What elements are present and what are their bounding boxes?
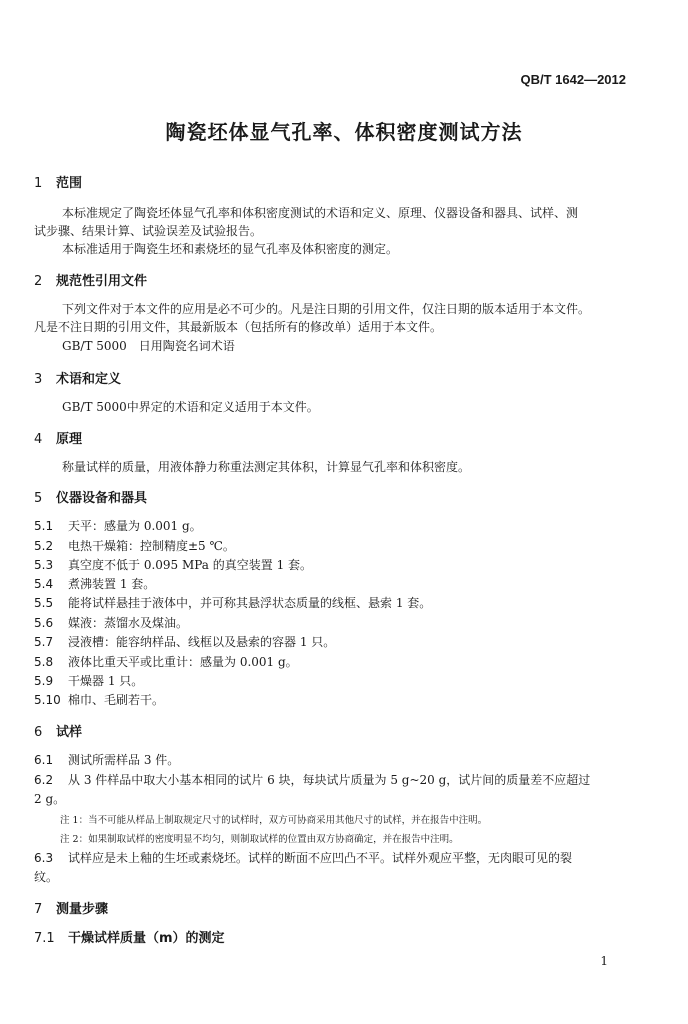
item-number: 5.8 bbox=[34, 655, 54, 669]
list-item bbox=[34, 672, 143, 689]
section-title: 范围 bbox=[56, 176, 83, 191]
item-text: 测试所需样品 3 件。 bbox=[68, 753, 180, 767]
page-number: 1 bbox=[600, 954, 608, 968]
list-item bbox=[34, 517, 202, 534]
section-2-reference: GB/T 5000 日用陶瓷名词术语 bbox=[62, 339, 235, 353]
item-number: 5.1 bbox=[34, 519, 54, 533]
section-number: 7 bbox=[34, 902, 43, 917]
item-text: 煮沸装置 1 套。 bbox=[68, 577, 156, 591]
item-text: 试样应是未上釉的生坯或素烧坯。试样的断面不应凹凸不平。试样外观应平整，无肉眼可见的裂 bbox=[68, 851, 573, 865]
item-number: 6.3 bbox=[34, 851, 54, 865]
item-text: 电热干燥箱：控制精度±5 ℃。 bbox=[68, 539, 235, 553]
section-title: 原理 bbox=[56, 432, 83, 447]
item-text: 棉巾、毛刷若干。 bbox=[68, 693, 165, 707]
section-2-paragraph-1: 下列文件对于本文件的应用是必不可少的。凡是注日期的引用文件，仅注日期的版本适用于本文件。 bbox=[62, 302, 591, 316]
note-1: 注 1：当不可能从样品上制取规定尺寸的试样时，双方可协商采用其他尺寸的试样，并在报告中注明。 bbox=[60, 815, 488, 826]
item-text: 浸液槽：能容纳样品、线框以及悬索的容器 1 只。 bbox=[68, 635, 336, 649]
section-5-heading bbox=[34, 487, 147, 506]
item-number: 6.2 bbox=[34, 773, 54, 787]
section-3-paragraph: GB/T 5000中界定的术语和定义适用于本文件。 bbox=[62, 400, 319, 414]
section-4-heading bbox=[34, 428, 82, 447]
item-number: 5.4 bbox=[34, 577, 54, 591]
item-text-cont: 纹。 bbox=[34, 870, 59, 884]
subsection-title: 干燥试样质量（m）的测定 bbox=[68, 931, 225, 946]
section-title: 规范性引用文件 bbox=[56, 274, 148, 289]
subsection-number: 7.1 bbox=[34, 931, 55, 946]
item-text: 液体比重天平或比重计：感量为 0.001 g。 bbox=[68, 655, 298, 669]
item-number: 5.3 bbox=[34, 558, 54, 572]
list-item bbox=[34, 691, 164, 708]
item-text: 媒液：蒸馏水及煤油。 bbox=[68, 616, 189, 630]
page-title: 陶瓷坯体显气孔率、体积密度测试方法 bbox=[165, 120, 523, 144]
subsection-7-1-heading bbox=[34, 927, 225, 946]
section-7-heading bbox=[34, 898, 108, 917]
list-item bbox=[34, 633, 335, 650]
item-number: 6.1 bbox=[34, 753, 54, 767]
item-text: 天平：感量为 0.001 g。 bbox=[68, 519, 202, 533]
section-number: 1 bbox=[34, 176, 43, 191]
item-number: 5.7 bbox=[34, 635, 54, 649]
section-1-paragraph-2: 本标准适用于陶瓷生坯和素烧坯的显气孔率及体积密度的测定。 bbox=[62, 242, 399, 256]
list-item bbox=[34, 575, 155, 592]
section-title: 试样 bbox=[56, 725, 83, 740]
section-1-paragraph-1: 本标准规定了陶瓷坯体显气孔率和体积密度测试的术语和定义、原理、仪器设备和器具、试样、测 bbox=[62, 206, 579, 220]
section-6-heading bbox=[34, 721, 82, 740]
item-number: 5.6 bbox=[34, 616, 54, 630]
item-text: 能将试样悬挂于液体中，并可称其悬浮状态质量的线框、悬索 1 套。 bbox=[68, 596, 432, 610]
section-4-paragraph: 称量试样的质量，用液体静力称重法测定其体积，计算显气孔率和体积密度。 bbox=[62, 460, 471, 474]
list-item bbox=[34, 771, 590, 788]
list-item bbox=[34, 537, 235, 554]
section-number: 6 bbox=[34, 725, 43, 740]
item-text: 从 3 件样品中取大小基本相同的试片 6 块，每块试片质量为 5 g~20 g，试片间的质量差不应超过 bbox=[68, 773, 591, 787]
list-item bbox=[34, 751, 179, 768]
item-text: 干燥器 1 只。 bbox=[68, 674, 144, 688]
section-1-paragraph-1-cont: 试步骤、结果计算、试验误差及试验报告。 bbox=[34, 224, 263, 238]
list-item bbox=[34, 653, 298, 670]
list-item bbox=[34, 594, 431, 611]
item-number: 5.5 bbox=[34, 596, 54, 610]
item-number: 5.10 bbox=[34, 693, 61, 707]
section-number: 2 bbox=[34, 274, 43, 289]
item-number: 5.9 bbox=[34, 674, 54, 688]
section-title: 仪器设备和器具 bbox=[56, 491, 148, 506]
section-number: 4 bbox=[34, 432, 43, 447]
section-number: 3 bbox=[34, 372, 43, 387]
note-2: 注 2：如果制取试样的密度明显不均匀，则制取试样的位置由双方协商确定，并在报告中注明。 bbox=[60, 834, 459, 845]
item-number: 5.2 bbox=[34, 539, 54, 553]
section-title: 测量步骤 bbox=[56, 902, 109, 917]
list-item bbox=[34, 614, 188, 631]
section-1-heading bbox=[34, 172, 82, 191]
list-item bbox=[34, 556, 312, 573]
section-2-paragraph-1-cont: 凡是不注日期的引用文件，其最新版本（包括所有的修改单）适用于本文件。 bbox=[34, 320, 443, 334]
item-text: 真空度不低于 0.095 MPa 的真空装置 1 套。 bbox=[68, 558, 313, 572]
item-text-cont: 2 g。 bbox=[34, 792, 66, 806]
section-number: 5 bbox=[34, 491, 43, 506]
standard-code: QB/T 1642—2012 bbox=[520, 72, 626, 87]
list-item bbox=[34, 849, 572, 866]
section-3-heading bbox=[34, 368, 121, 387]
section-title: 术语和定义 bbox=[56, 372, 122, 387]
section-2-heading bbox=[34, 270, 147, 289]
